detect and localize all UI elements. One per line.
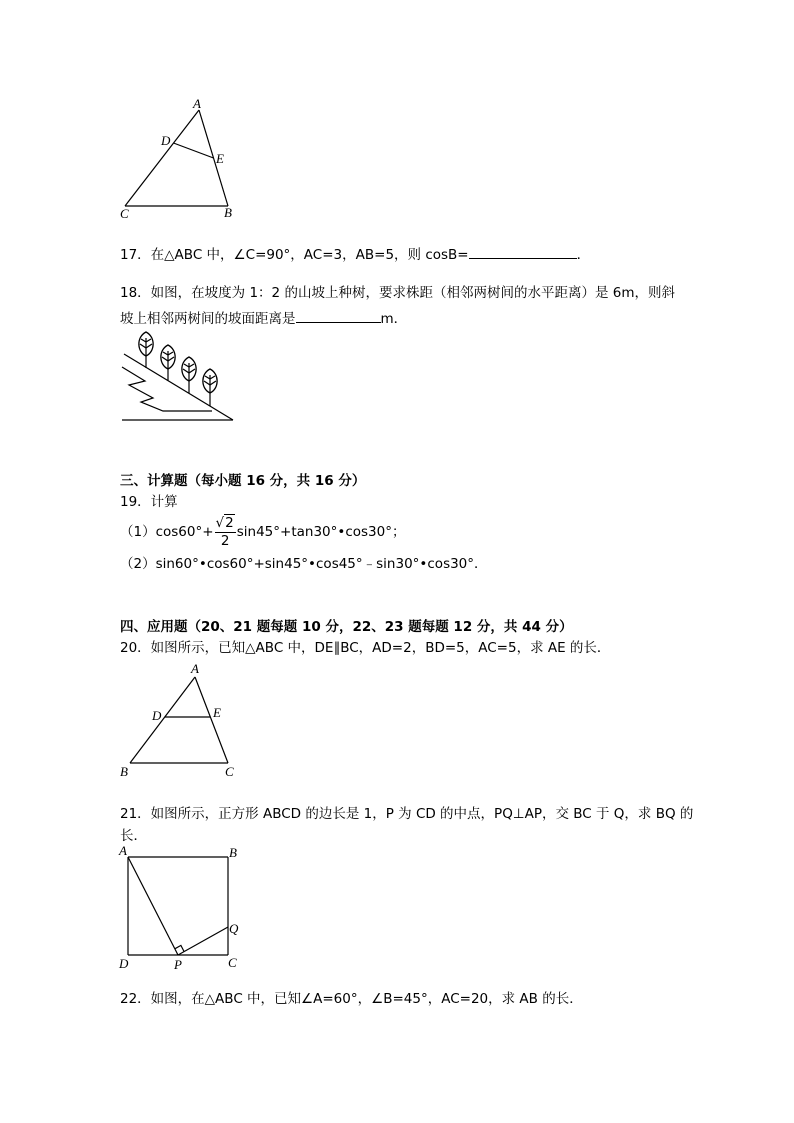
- stairs-zigzag: [122, 367, 212, 411]
- fraction-sqrt2-over-2: [215, 515, 236, 550]
- tree-2: [161, 345, 175, 381]
- label-a: A: [191, 661, 199, 676]
- segment-de: [174, 143, 214, 158]
- label-c: C: [120, 206, 129, 221]
- question-21-line-2: 长．: [120, 828, 147, 844]
- segment-ap: [128, 857, 178, 955]
- question-21-line-1: 21．如图所示，正方形 ABCD 的边长是 1，P 为 CD 的中点，PQ⊥AP，交 BC 于 Q，求 BQ 的: [120, 806, 694, 822]
- question-18-line-1: 18．如图，在坡度为 1：2 的山坡上种树，要求株距（相邻两树间的水平距离）是 6m，则斜: [120, 285, 675, 301]
- question-18-end: m．: [380, 311, 408, 327]
- question-17: [120, 244, 590, 264]
- label-q: Q: [229, 921, 239, 936]
- section-3-title: 三、计算题（每小题 16 分，共 16 分）: [120, 473, 366, 489]
- question-22: 22．如图，在△ABC 中，已知∠A=60°，∠B=45°，AC=20，求 AB 的长．: [120, 991, 583, 1007]
- answer-blank: [469, 244, 577, 259]
- triangle-figure-top: [115, 95, 240, 220]
- label-a: A: [193, 96, 201, 111]
- tree-1: [139, 332, 153, 368]
- segment-ac: [125, 110, 199, 206]
- question-19-part-2: （2）sin60°•cos60°+sin45°•cos45°﹣sin30°•cos30°．: [120, 556, 488, 572]
- label-c: C: [228, 955, 237, 970]
- question-17-text: 17．在△ABC 中，∠C=90°，AC=3，AB=5，则 cosB=: [120, 247, 469, 263]
- question-18-text: 坡上相邻两树间的坡面距离是: [120, 311, 296, 327]
- segment-ab: [130, 677, 195, 763]
- label-d: D: [119, 956, 129, 971]
- square-figure-q21: [115, 840, 245, 975]
- question-19-title: 19．计算: [120, 494, 178, 510]
- radicand: 2: [225, 514, 234, 531]
- fraction-denominator: 2: [220, 532, 230, 549]
- part-1-before: （1）cos60°+: [120, 524, 214, 540]
- label-b: B: [229, 845, 237, 860]
- question-17-end: ．: [576, 247, 591, 263]
- label-p: P: [174, 957, 182, 972]
- part-1-after: sin45°+tan30°•cos30°；: [236, 524, 406, 540]
- label-e: E: [216, 151, 224, 166]
- answer-blank: [296, 308, 381, 323]
- tree-3: [182, 357, 196, 393]
- label-c: C: [225, 764, 234, 779]
- label-a: A: [119, 843, 127, 858]
- label-d: D: [161, 133, 171, 148]
- label-d: D: [152, 708, 162, 723]
- radical-sign: √: [215, 514, 225, 531]
- tree-4: [203, 369, 217, 406]
- label-e: E: [213, 705, 221, 720]
- segment-ac: [195, 677, 228, 763]
- question-19-part-1: [120, 512, 406, 552]
- slope-trees-figure: [115, 325, 245, 425]
- section-4-title: 四、应用题（20、21 题每题 10 分，22、23 题每题 12 分，共 44 分）: [120, 619, 573, 635]
- question-20: 20．如图所示，已知△ABC 中，DE∥BC，AD=2，BD=5，AC=5，求 AE 的长．: [120, 640, 611, 656]
- fraction-numerator: [215, 515, 236, 533]
- label-b: B: [120, 764, 128, 779]
- segment-pq: [178, 927, 228, 955]
- triangle-figure-q20: [115, 660, 240, 780]
- label-b: B: [224, 205, 232, 220]
